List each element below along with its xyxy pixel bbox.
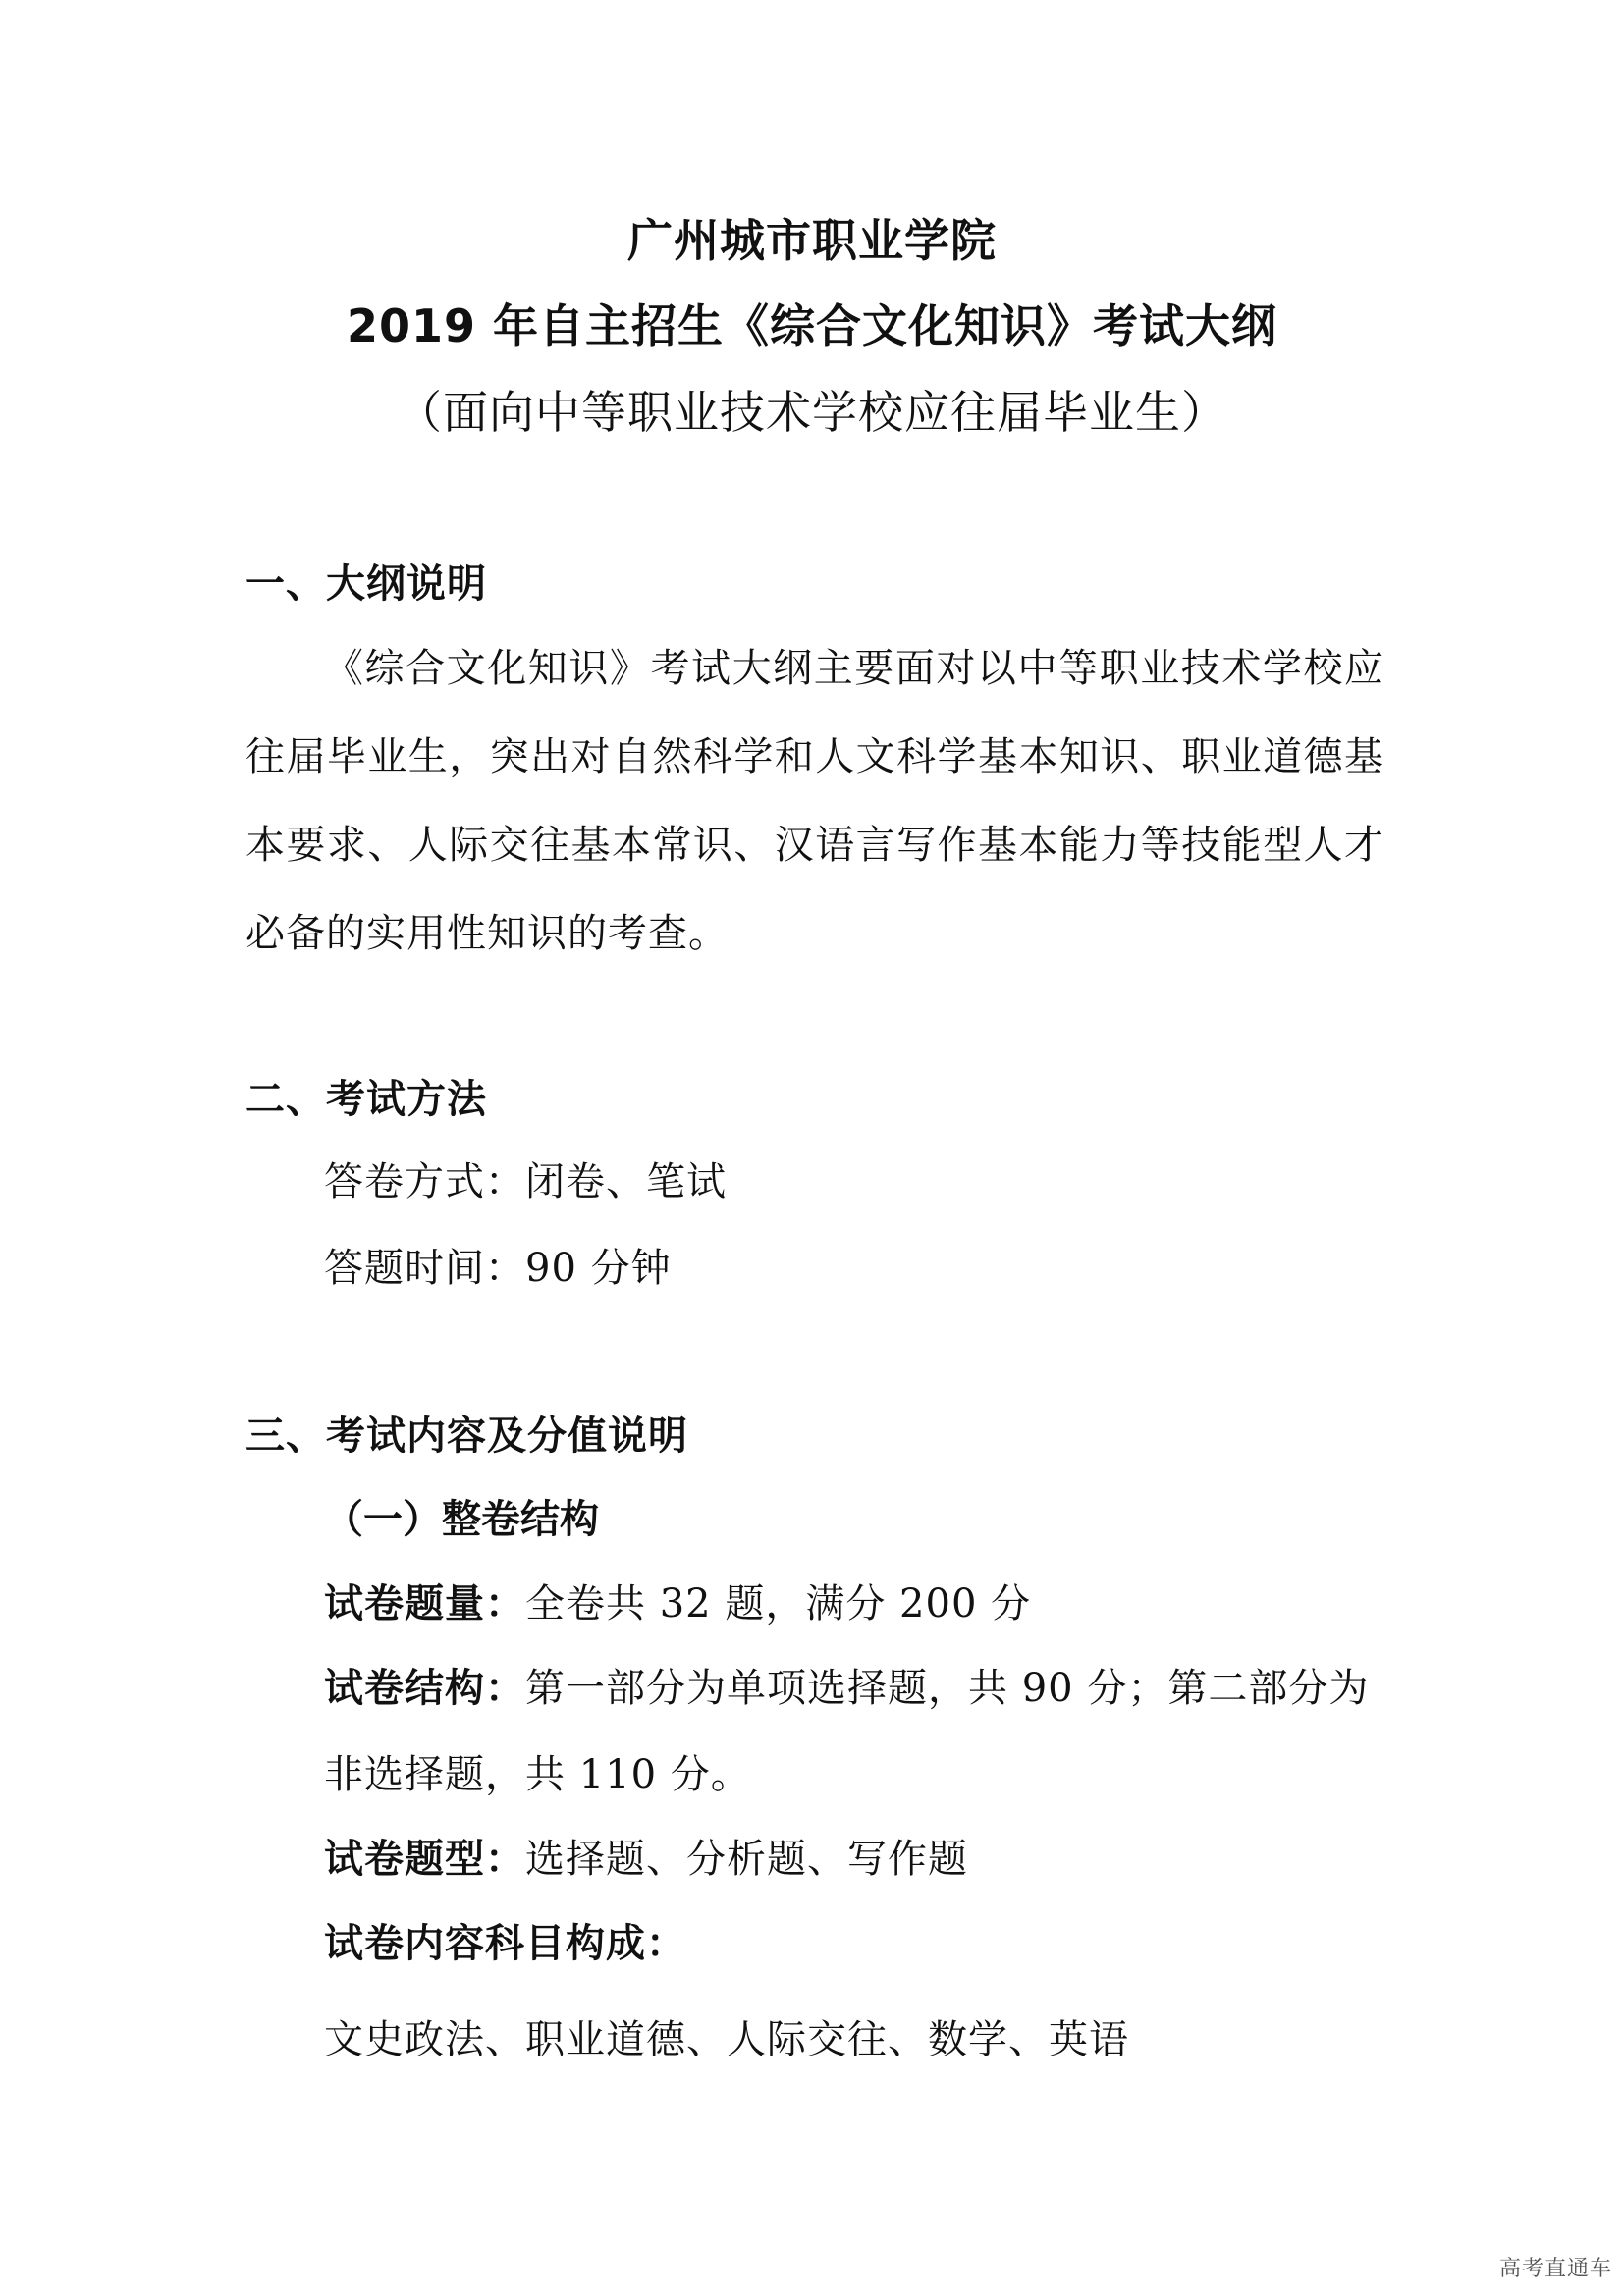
paper-quantity-line — [324, 1576, 1031, 1631]
site-watermark: 高考直通车 — [1498, 2257, 1612, 2281]
paper-subjects-label-line — [324, 1916, 686, 1971]
section-heading-method: 二、考试方法 — [245, 1077, 487, 1122]
document-title-school: 广州城市职业学院 — [627, 214, 997, 267]
answer-time-line: 答题时间：90 分钟 — [324, 1246, 672, 1291]
paper-subjects-value: 文史政法、职业道德、人际交往、数学、英语 — [324, 2017, 1129, 2062]
paper-structure-label: 试卷结构： — [324, 1666, 525, 1711]
section-heading-outline: 一、大纲说明 — [245, 561, 487, 607]
paper-structure-line — [324, 1645, 1384, 1818]
section-heading-content: 三、考试内容及分值说明 — [245, 1414, 688, 1459]
answer-mode-line: 答卷方式：闭卷、笔试 — [324, 1159, 727, 1204]
document-title-main: 2019 年自主招生《综合文化知识》考试大纲 — [346, 299, 1278, 352]
paper-structure-value: 第一部分为单项选择题，共 90 分；第二部分为非选择题，共 110 分。 — [324, 1666, 1370, 1797]
paper-subjects-label: 试卷内容科目构成： — [324, 1921, 686, 1966]
paper-types-value: 选择题、分析题、写作题 — [525, 1837, 968, 1882]
section-outline-paragraph: 《综合文化知识》考试大纲主要面对以中等职业技术学校应往届毕业生，突出对自然科学和人文科学基本知识、职业道德基本要求、人际交往基本常识、汉语言写作基本能力等技能型人才必备的实用性知识的考查。 — [245, 646, 1384, 956]
document-title-audience: （面向中等职业技术学校应往届毕业生） — [397, 386, 1227, 439]
paper-quantity-label: 试卷题量： — [324, 1581, 525, 1627]
paper-quantity-value: 全卷共 32 题，满分 200 分 — [525, 1581, 1032, 1627]
paper-types-label: 试卷题型： — [324, 1837, 525, 1882]
paper-types-line — [324, 1832, 968, 1887]
subsection-heading-structure: （一）整卷结构 — [324, 1497, 599, 1542]
